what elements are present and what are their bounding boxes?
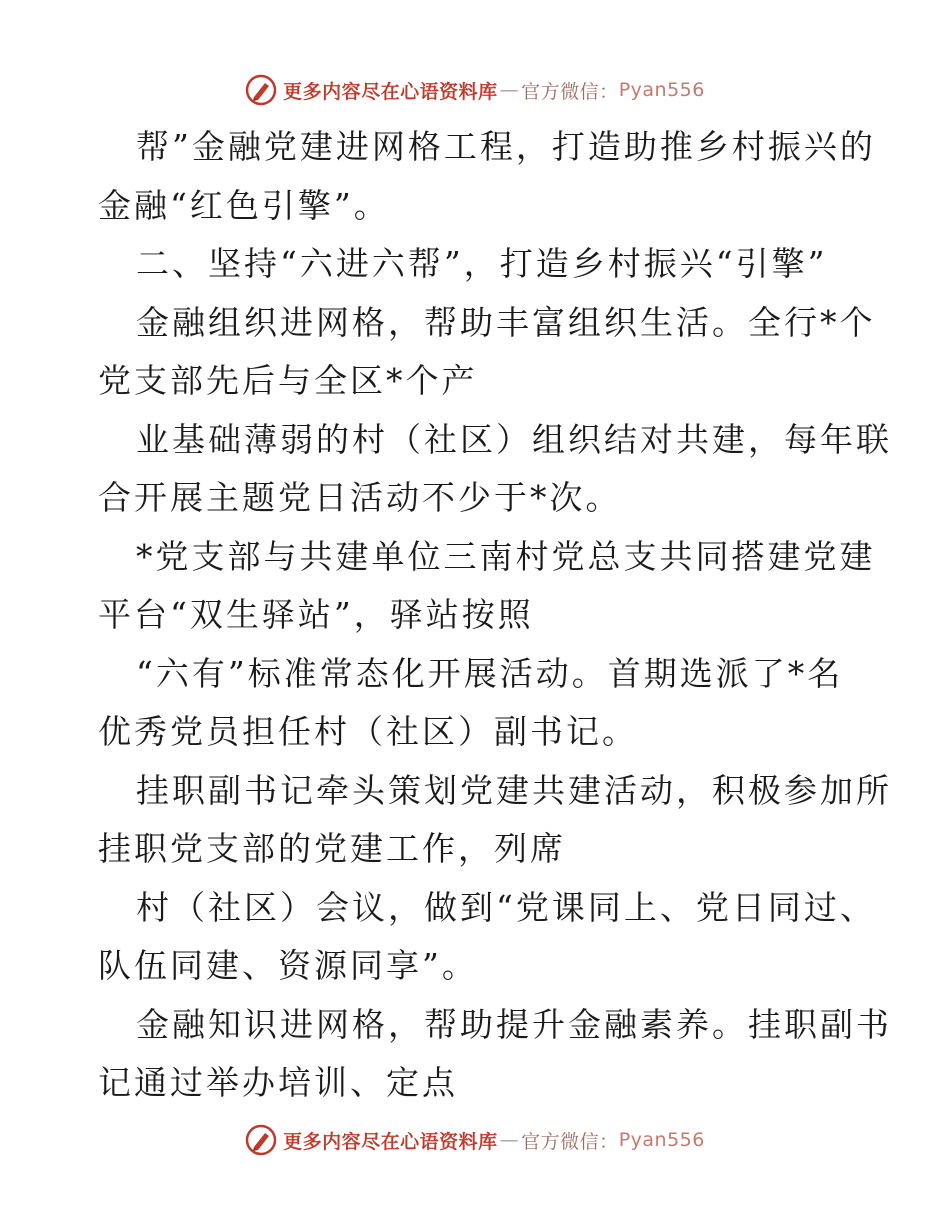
text-line: 帮”金融党建进网格工程，打造助推乡村振兴的 xyxy=(136,127,876,166)
footer-watermark xyxy=(0,1124,950,1156)
pen-logo-icon xyxy=(245,1124,277,1156)
text-line: 挂职副书记牵头策划党建共建活动，积极参加所 xyxy=(136,770,892,810)
text-line: 村（社区）会议，做到“党课同上、党日同过、 xyxy=(136,887,876,927)
watermark-wechat-label: 官方微信： xyxy=(521,80,619,103)
text-line: 记通过举办培训、定点 xyxy=(98,1063,458,1102)
document-body xyxy=(98,118,892,1113)
text-line: 合开展主题党日活动不少于*次。 xyxy=(98,478,622,517)
text-line: 优秀党员担任村（社区）副书记。 xyxy=(98,712,638,751)
text-line: 党支部先后与全区*个产 xyxy=(98,361,478,400)
text-line: 业基础薄弱的村（社区）组织结对共建，每年联 xyxy=(136,419,892,459)
text-line: *党支部与共建单位三南村党总支共同搭建党建 xyxy=(136,536,876,576)
text-line: 挂职党支部的党建工作，列席 xyxy=(98,829,566,868)
watermark-wechat-id: Pyan556 xyxy=(618,1129,705,1151)
text-line: 金融组织进网格，帮助丰富组织生活。全行*个 xyxy=(136,302,876,342)
text-line: 金融“红色引擎”。 xyxy=(98,185,390,225)
text-line: 金融知识进网格，帮助提升金融素养。挂职副书 xyxy=(136,1004,892,1044)
watermark-brand: 更多内容尽在心语资料库 xyxy=(283,1130,498,1153)
watermark-brand: 更多内容尽在心语资料库 xyxy=(283,80,498,103)
watermark-dash: — xyxy=(499,1129,520,1151)
text-line: 队伍同建、资源同享”。 xyxy=(98,946,478,985)
text-line: “六有”标准常态化开展活动。首期选派了*名 xyxy=(136,653,844,693)
text-line: 二、坚持“六进六帮”，打造乡村振兴“引擎” xyxy=(136,244,828,283)
text-line: 平台“双生驿站”，驿站按照 xyxy=(98,595,534,634)
header-watermark xyxy=(0,74,950,106)
watermark-dash: — xyxy=(499,79,520,101)
watermark-wechat-id: Pyan556 xyxy=(618,79,705,101)
pen-logo-icon xyxy=(245,74,277,106)
watermark-wechat-label: 官方微信： xyxy=(521,1130,619,1153)
